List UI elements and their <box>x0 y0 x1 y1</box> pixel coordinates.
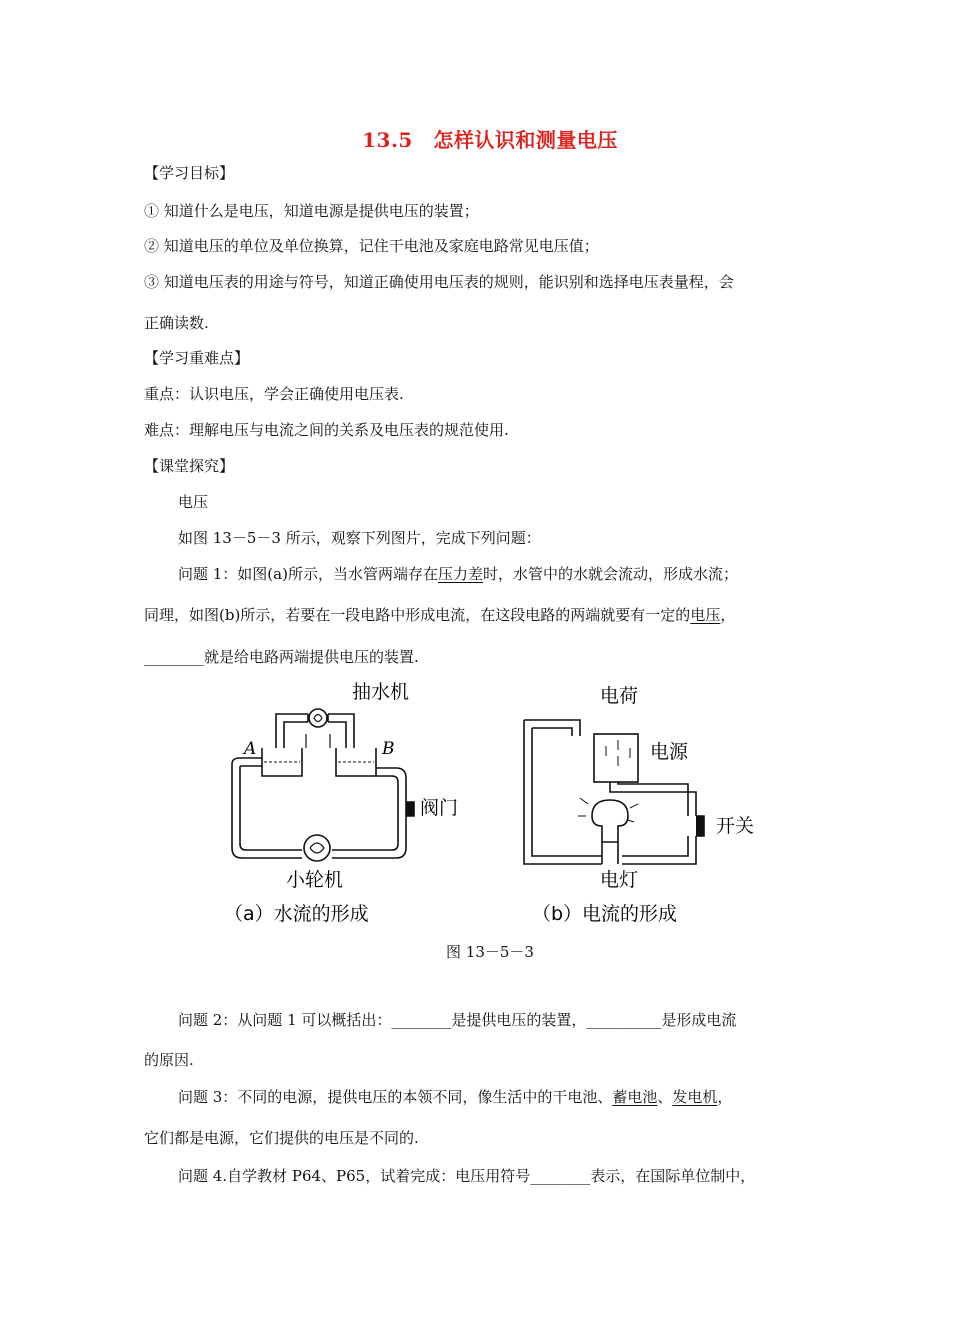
q3-text-b: ， <box>717 1088 733 1106</box>
q1-text-e: 就是给电路两端提供电压的装置. <box>204 648 419 666</box>
explore-subheading: 电压 <box>178 493 209 511</box>
label-turbine: 小轮机 <box>286 869 344 891</box>
caption-a: （a）水流的形成 <box>224 903 369 925</box>
q2-blank-1[interactable]: ________ <box>391 1011 452 1029</box>
objective-3-continued: 正确读数. <box>144 314 209 332</box>
question-2-line-2: 的原因. <box>144 1051 194 1069</box>
caption-b: （b）电流的形成 <box>532 903 678 925</box>
label-switch: 开关 <box>716 815 755 837</box>
objectives-heading: 【学习目标】 <box>144 164 235 182</box>
q1-text-d: ， <box>720 606 736 624</box>
label-b: B <box>382 739 395 759</box>
q1-blank[interactable]: ________ <box>144 648 204 666</box>
key-point-focus: 重点：认识电压，学会正确使用电压表. <box>144 385 404 403</box>
q4-blank[interactable]: ________ <box>530 1167 591 1185</box>
label-valve: 阀门 <box>420 797 459 819</box>
label-a: A <box>244 739 257 759</box>
explore-heading: 【课堂探究】 <box>144 457 235 475</box>
question-2-line-1 <box>178 1010 736 1030</box>
label-pump: 抽水机 <box>352 681 410 703</box>
q2-blank-2[interactable]: __________ <box>586 1011 662 1029</box>
question-4-line-1 <box>178 1166 755 1186</box>
label-source: 电源 <box>650 741 689 763</box>
question-1-line-3 <box>144 647 419 667</box>
label-lamp: 电灯 <box>600 869 639 891</box>
key-point-difficulty: 难点：理解电压与电流之间的关系及电压表的规范使用. <box>144 421 509 439</box>
objective-2: ② 知道电压的单位及单位换算，记住干电池及家庭电路常见电压值； <box>144 237 599 255</box>
q2-text-a: 问题 2：从问题 1 可以概括出： <box>178 1011 392 1029</box>
q1-text-a: 问题 1：如图(a)所示，当水管两端存在 <box>178 565 438 583</box>
q3-answer-storage-battery: 蓄电池 <box>612 1088 658 1106</box>
q1-text-b: 时，水管中的水就会流动，形成水流； <box>482 565 738 583</box>
key-points-heading: 【学习重难点】 <box>144 349 250 367</box>
question-3-line-2: 它们都是电源，它们提供的电压是不同的. <box>144 1129 419 1147</box>
q2-text-c: 是形成电流 <box>661 1011 737 1029</box>
question-1-line-2 <box>144 605 735 625</box>
label-charge: 电荷 <box>600 685 639 707</box>
page-title: 13.5 怎样认识和测量电压 <box>362 128 618 152</box>
question-3-line-1 <box>178 1087 732 1107</box>
figure-13-5-3 <box>210 676 755 936</box>
q4-text-a: 问题 4.自学教材 P64、P65，试着完成：电压用符号 <box>178 1167 531 1185</box>
objective-1: ① 知道什么是电压，知道电源是提供电压的装置； <box>144 202 479 220</box>
q2-text-b: 是提供电压的装置， <box>451 1011 587 1029</box>
q3-answer-generator: 发电机 <box>672 1088 718 1106</box>
question-1-line-1 <box>178 564 738 584</box>
q1-answer-pressure: 压力差 <box>437 565 483 583</box>
q3-separator: 、 <box>657 1088 673 1106</box>
explore-intro: 如图 13－5－3 所示，观察下列图片，完成下列问题： <box>178 529 541 547</box>
objective-3: ③ 知道电压表的用途与符号，知道正确使用电压表的规则，能识别和选择电压表量程，会 <box>144 273 734 291</box>
q4-text-b: 表示，在国际单位制中， <box>590 1167 756 1185</box>
q1-text-c: 同理，如图(b)所示，若要在一段电路中形成电流，在这段电路的两端就要有一定的 <box>144 606 691 624</box>
q1-answer-voltage: 电压 <box>690 606 721 624</box>
figure-caption: 图 13－5－3 <box>446 943 534 961</box>
q3-text-a: 问题 3：不同的电源，提供电压的本领不同，像生活中的干电池、 <box>178 1088 613 1106</box>
water-circuit-diagram <box>232 709 414 861</box>
